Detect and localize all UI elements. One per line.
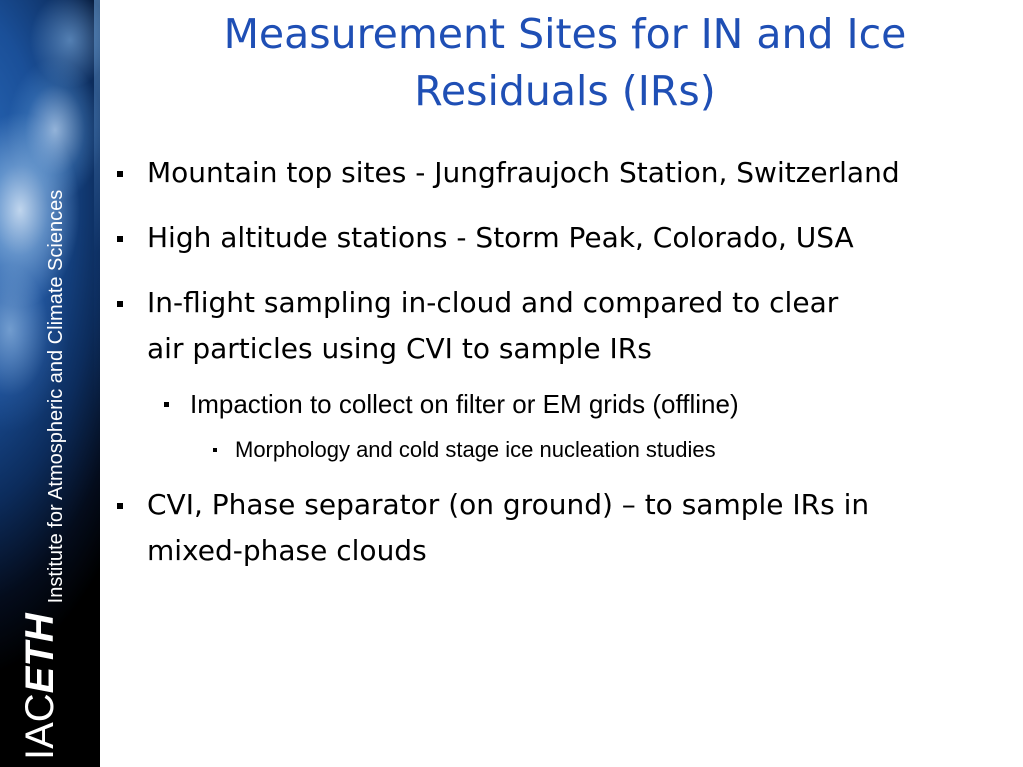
bullet-text: High altitude stations - Storm Peak, Colorado, USA <box>147 221 854 254</box>
slide-title-line-1: Measurement Sites for IN and Ice <box>223 10 907 58</box>
sub-bullet-item <box>110 386 1015 422</box>
bullet-list <box>110 150 1015 574</box>
sub-sub-bullet-item <box>110 435 1015 465</box>
bullet-item <box>110 150 1015 196</box>
bullet-text-line-2: air particles using CVI to sample IRs <box>147 332 652 365</box>
bullet-item <box>110 482 1015 574</box>
bullet-text-line-2: mixed-phase clouds <box>147 534 427 567</box>
earth-glow <box>94 0 100 420</box>
sub-sub-bullet-text: Morphology and cold stage ice nucleation studies <box>235 437 716 462</box>
institute-name: Institute for Atmospheric and Climate Sciences <box>45 189 67 604</box>
bullet-item <box>110 215 1015 261</box>
slide-title <box>130 6 1000 120</box>
bullet-text: Mountain top sites - Jungfraujoch Station, Switzerland <box>147 156 900 189</box>
logo-suffix: ETH <box>18 613 62 694</box>
sub-bullet-text: Impaction to collect on filter or EM grids (offline) <box>190 389 739 419</box>
logo-prefix: IAC <box>18 693 62 760</box>
sidebar-branding <box>18 189 67 760</box>
square-bullet-icon <box>164 402 169 407</box>
bullet-text-line-1: CVI, Phase separator (on ground) – to sample IRs in <box>147 488 870 521</box>
slide-title-line-2: Residuals (IRs) <box>414 67 716 115</box>
square-bullet-icon <box>213 448 217 452</box>
square-bullet-icon <box>117 236 123 242</box>
bullet-text-line-1: In-flight sampling in-cloud and compared to clear <box>147 286 839 319</box>
square-bullet-icon <box>117 171 123 177</box>
square-bullet-icon <box>117 503 123 509</box>
iac-eth-logo <box>20 613 60 760</box>
square-bullet-icon <box>117 301 123 307</box>
sidebar-earth-banner <box>0 0 100 767</box>
bullet-item <box>110 280 1015 372</box>
